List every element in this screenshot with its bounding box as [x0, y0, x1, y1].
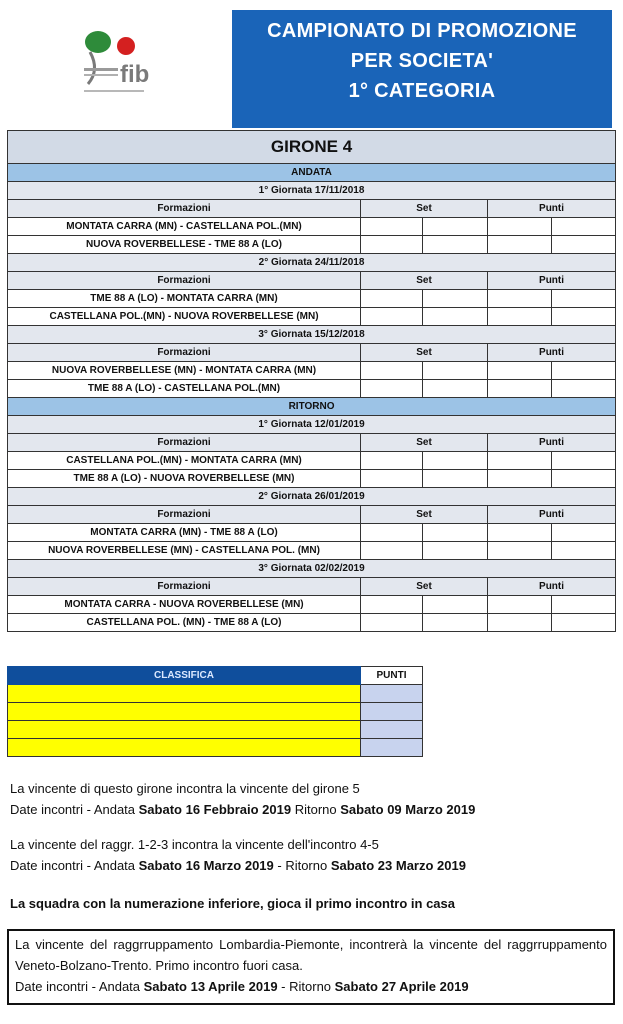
giornata-row	[8, 182, 616, 200]
punti-away-cell	[552, 218, 616, 236]
punti-away-cell	[552, 452, 616, 470]
col-formazioni: Formazioni	[8, 344, 361, 362]
set-away-cell	[423, 236, 488, 254]
classifica-row	[8, 685, 423, 703]
note-home-rule: La squadra con la numerazione inferiore, gioca il primo incontro in casa	[10, 896, 455, 911]
note-2-dates: Date incontri - Andata Sabato 16 Marzo 2019 - Ritorno Sabato 23 Marzo 2019	[10, 858, 466, 873]
set-away-cell	[423, 614, 488, 632]
punti-away-cell	[552, 380, 616, 398]
giornata-title: 3° Giornata 02/02/2019	[8, 560, 616, 578]
title-line-1: CAMPIONATO DI PROMOZIONE	[267, 20, 577, 42]
col-punti: Punti	[488, 272, 616, 290]
classifica-points-cell	[361, 703, 423, 721]
classifica-row	[8, 739, 423, 757]
title-line-2: PER SOCIETA'	[350, 50, 494, 72]
punti-away-cell	[552, 524, 616, 542]
giornata-row	[8, 326, 616, 344]
col-set: Set	[361, 272, 488, 290]
match-row	[8, 542, 616, 560]
championship-title	[232, 10, 612, 128]
match-teams: CASTELLANA POL.(MN) - NUOVA ROVERBELLESE (MN)	[8, 308, 361, 326]
match-row	[8, 380, 616, 398]
final-note-box	[7, 929, 615, 1005]
match-teams: TME 88 A (LO) - MONTATA CARRA (MN)	[8, 290, 361, 308]
match-row	[8, 470, 616, 488]
col-set: Set	[361, 578, 488, 596]
set-away-cell	[423, 452, 488, 470]
punti-home-cell	[488, 596, 552, 614]
punti-away-cell	[552, 596, 616, 614]
note-girone-5	[10, 778, 475, 820]
col-set: Set	[361, 506, 488, 524]
punti-home-cell	[488, 290, 552, 308]
match-row	[8, 614, 616, 632]
col-set: Set	[361, 344, 488, 362]
svg-text:fib: fib	[120, 61, 150, 88]
set-home-cell	[361, 380, 423, 398]
classifica-row	[8, 703, 423, 721]
set-away-cell	[423, 470, 488, 488]
column-header-row	[8, 344, 616, 362]
match-teams: MONTATA CARRA - NUOVA ROVERBELLESE (MN)	[8, 596, 361, 614]
set-home-cell	[361, 362, 423, 380]
punti-away-cell	[552, 614, 616, 632]
match-teams: MONTATA CARRA (MN) - TME 88 A (LO)	[8, 524, 361, 542]
match-teams: TME 88 A (LO) - CASTELLANA POL.(MN)	[8, 380, 361, 398]
set-home-cell	[361, 236, 423, 254]
classifica-points-cell	[361, 739, 423, 757]
punti-away-cell	[552, 470, 616, 488]
set-home-cell	[361, 596, 423, 614]
column-header-row	[8, 272, 616, 290]
punti-home-cell	[488, 470, 552, 488]
set-home-cell	[361, 290, 423, 308]
final-note-dates: Date incontri - Andata Sabato 13 Aprile 2019 - Ritorno Sabato 27 Aprile 2019	[15, 979, 469, 994]
classifica-table	[7, 666, 423, 757]
classifica-points-cell	[361, 721, 423, 739]
giornata-row	[8, 560, 616, 578]
giornata-title: 3° Giornata 15/12/2018	[8, 326, 616, 344]
match-row	[8, 524, 616, 542]
set-away-cell	[423, 362, 488, 380]
ritorno-row	[8, 398, 616, 416]
set-away-cell	[423, 218, 488, 236]
set-away-cell	[423, 290, 488, 308]
andata-label: ANDATA	[8, 164, 616, 182]
classifica-header: CLASSIFICA	[8, 667, 361, 685]
classifica-team-cell	[8, 739, 361, 757]
column-header-row	[8, 578, 616, 596]
punti-home-cell	[488, 362, 552, 380]
col-formazioni: Formazioni	[8, 506, 361, 524]
set-away-cell	[423, 524, 488, 542]
set-home-cell	[361, 308, 423, 326]
final-note-text: La vincente del raggrruppamento Lombardia-Piemonte, incontrerà la vincente del raggrruppamento Veneto-Bolzano-Trento. Primo incontro fuori casa.	[15, 937, 607, 973]
punti-home-cell	[488, 614, 552, 632]
punti-away-cell	[552, 542, 616, 560]
giornata-title: 1° Giornata 17/11/2018	[8, 182, 616, 200]
set-home-cell	[361, 218, 423, 236]
col-punti: Punti	[488, 578, 616, 596]
classifica-team-cell	[8, 721, 361, 739]
giornata-row	[8, 488, 616, 506]
giornata-title: 2° Giornata 24/11/2018	[8, 254, 616, 272]
classifica-points-cell	[361, 685, 423, 703]
match-teams: NUOVA ROVERBELLESE (MN) - MONTATA CARRA (MN)	[8, 362, 361, 380]
punti-home-cell	[488, 452, 552, 470]
giornata-title: 2° Giornata 26/01/2019	[8, 488, 616, 506]
giornata-row	[8, 416, 616, 434]
girone-title: GIRONE 4	[8, 131, 616, 164]
set-away-cell	[423, 380, 488, 398]
set-home-cell	[361, 452, 423, 470]
punti-home-cell	[488, 524, 552, 542]
col-formazioni: Formazioni	[8, 578, 361, 596]
punti-away-cell	[552, 290, 616, 308]
punti-home-cell	[488, 218, 552, 236]
col-set: Set	[361, 200, 488, 218]
classifica-row	[8, 721, 423, 739]
col-formazioni: Formazioni	[8, 434, 361, 452]
set-away-cell	[423, 308, 488, 326]
punti-away-cell	[552, 236, 616, 254]
col-formazioni: Formazioni	[8, 200, 361, 218]
set-home-cell	[361, 470, 423, 488]
col-formazioni: Formazioni	[8, 272, 361, 290]
classifica-team-cell	[8, 703, 361, 721]
schedule-body	[8, 131, 616, 632]
col-punti: Punti	[488, 506, 616, 524]
andata-row	[8, 164, 616, 182]
punti-away-cell	[552, 362, 616, 380]
punti-away-cell	[552, 308, 616, 326]
fib-logo	[70, 22, 170, 102]
schedule-table	[7, 130, 616, 632]
punti-home-cell	[488, 380, 552, 398]
punti-home-cell	[488, 542, 552, 560]
match-row	[8, 308, 616, 326]
ritorno-label: RITORNO	[8, 398, 616, 416]
classifica-punti-header: PUNTI	[361, 667, 423, 685]
col-punti: Punti	[488, 200, 616, 218]
column-header-row	[8, 506, 616, 524]
note-2-text: La vincente del raggr. 1-2-3 incontra la vincente dell'incontro 4-5	[10, 837, 379, 852]
note-raggr	[10, 834, 466, 876]
set-away-cell	[423, 596, 488, 614]
match-teams: NUOVA ROVERBELLESE - TME 88 A (LO)	[8, 236, 361, 254]
match-row	[8, 236, 616, 254]
match-teams: CASTELLANA POL. (MN) - TME 88 A (LO)	[8, 614, 361, 632]
match-teams: CASTELLANA POL.(MN) - MONTATA CARRA (MN)	[8, 452, 361, 470]
match-teams: TME 88 A (LO) - NUOVA ROVERBELLESE (MN)	[8, 470, 361, 488]
giornata-title: 1° Giornata 12/01/2019	[8, 416, 616, 434]
match-row	[8, 362, 616, 380]
match-teams: NUOVA ROVERBELLESE (MN) - CASTELLANA POL. (MN)	[8, 542, 361, 560]
column-header-row	[8, 434, 616, 452]
column-header-row	[8, 200, 616, 218]
col-punti: Punti	[488, 344, 616, 362]
punti-home-cell	[488, 236, 552, 254]
note-1-text: La vincente di questo girone incontra la vincente del girone 5	[10, 781, 360, 796]
title-line-3: 1° CATEGORIA	[348, 80, 496, 102]
note-1-dates: Date incontri - Andata Sabato 16 Febbraio 2019 Ritorno Sabato 09 Marzo 2019	[10, 802, 476, 817]
match-row	[8, 596, 616, 614]
col-punti: Punti	[488, 434, 616, 452]
match-row	[8, 290, 616, 308]
set-home-cell	[361, 542, 423, 560]
giornata-row	[8, 254, 616, 272]
set-home-cell	[361, 524, 423, 542]
col-set: Set	[361, 434, 488, 452]
match-teams: MONTATA CARRA (MN) - CASTELLANA POL.(MN)	[8, 218, 361, 236]
classifica-team-cell	[8, 685, 361, 703]
set-home-cell	[361, 614, 423, 632]
punti-home-cell	[488, 308, 552, 326]
set-away-cell	[423, 542, 488, 560]
match-row	[8, 218, 616, 236]
match-row	[8, 452, 616, 470]
